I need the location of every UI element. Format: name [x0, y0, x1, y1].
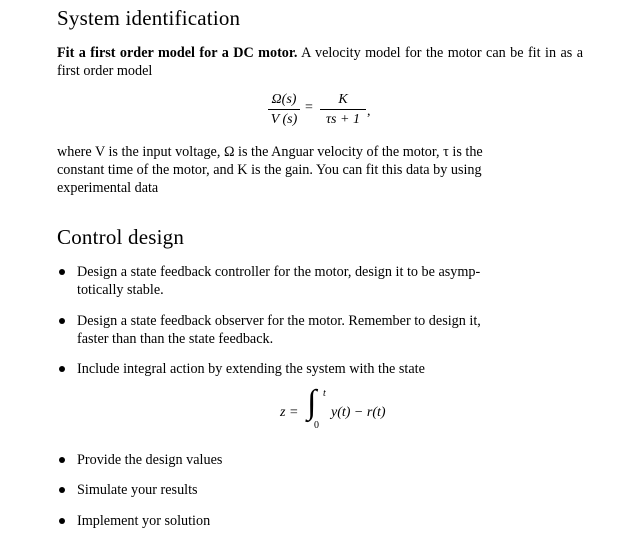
bullet-line-2: faster than than the state feedback. [77, 331, 274, 347]
equation-rhs-fraction [320, 91, 366, 128]
explanation-line-3: experimental data [57, 180, 159, 196]
equation-lhs-fraction [268, 91, 300, 128]
bullet-line-2: totically stable. [77, 282, 164, 298]
explanation-line-1: where V is the input voltage, Ω is the Anguar velocity of the motor, τ is the [57, 144, 483, 160]
bullet-line-1: Implement yor solution [77, 513, 211, 529]
bullet-icon [59, 487, 65, 493]
bullet-line-1: Simulate your results [77, 482, 198, 498]
equation-lhs-bar [268, 109, 300, 110]
bullet-icon [59, 318, 65, 324]
bullet-icon [59, 366, 65, 372]
bullet-line-1: Design a state feedback controller for the motor, design it to be asymp- [77, 264, 481, 280]
equation-lhs-denominator: V (s) [270, 112, 298, 127]
intro-bold: Fit a first order model for a DC motor. [57, 45, 298, 61]
bullet-item [77, 481, 583, 499]
bullet-line-1: Include integral action by extending the system with the state [77, 361, 425, 377]
bullet-item [77, 360, 583, 378]
intro-rest: A velocity model for the motor can be fit in as a first order model [57, 45, 583, 79]
section-title-control-design: Control design [57, 225, 185, 249]
integral-integrand: y(t) − r(t) [331, 405, 386, 420]
bullet-item [77, 312, 583, 348]
equation-equals: = [305, 100, 313, 115]
equation-rhs-bar [320, 109, 366, 110]
equation-rhs-numerator: K [338, 92, 348, 107]
bullet-item [77, 451, 583, 469]
equation-trailing-comma: , [367, 104, 371, 119]
bullet-icon [59, 518, 65, 524]
integral-lower-limit: 0 [314, 420, 319, 431]
integral-upper-limit: t [323, 388, 326, 399]
integral-lhs: z = [280, 405, 299, 420]
explanation-line-2: constant time of the motor, and K is the gain. You can fit this data by using [57, 162, 482, 178]
equation-rhs-denominator: τs + 1 [326, 112, 360, 127]
equation-lhs-numerator: Ω(s) [271, 92, 297, 107]
bullet-item [77, 512, 583, 530]
bullet-line-1: Provide the design values [77, 452, 223, 468]
bullet-item [77, 263, 583, 299]
bullet-icon [59, 269, 65, 275]
intro-paragraph [57, 44, 583, 80]
integral-sign-icon: ∫ [307, 384, 317, 421]
explanation-paragraph [57, 143, 583, 197]
bullet-line-1: Design a state feedback observer for the motor. Remember to design it, [77, 313, 481, 329]
bullet-icon [59, 457, 65, 463]
section-title-system-identification: System identification [57, 6, 241, 30]
